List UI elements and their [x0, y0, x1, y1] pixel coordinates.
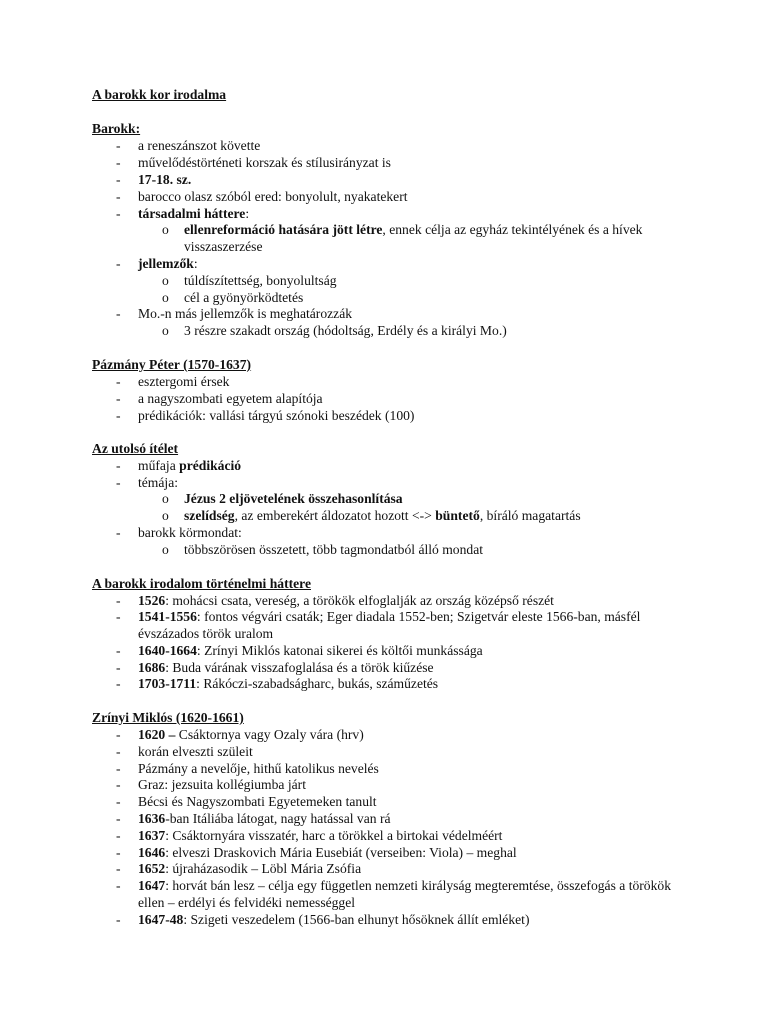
section-heading-pazmany: Pázmány Péter (1570-1637)	[92, 357, 252, 372]
page-title: A barokk kor irodalma	[92, 87, 227, 102]
section-heading-barokk: Barokk:	[92, 121, 141, 136]
section-heading-zrinyi: Zrínyi Miklós (1620-1661)	[92, 710, 244, 725]
section-heading-tortenelmi-hattere: A barokk irodalom történelmi háttere	[92, 576, 311, 591]
document-page: A barokk kor irodalma Barokk: - a reneszánszot követte - művelődéstörténeti korszak és stílusirányzat is - 17-18. sz. - barocco olasz szóból ered: bonyolult, nyakatekert - társadalmi háttere: o ellenreformáció hatására jött létre, ennek célja az egyház tekintélyének és a hívek visszaszerzése - jellemzők: o túldíszítettség, bonyolultság o cél a gyönyörködtetés - Mo.-n más jellemzők is meghatározzák o 3 részre szakadt ország (hódoltság, Erdély és a királyi Mo.) Pázmány Péter (1570-1637) - esztergomi érsek - a nagyszombati egyetem alapítója - prédikációk: vallási tárgyú szónoki beszédek (100) Az utolsó ítélet - műfaja prédikáció - témája: o Jézus 2 eljövetelének összehasonlítása o szelídség, az emberekért áldozatot hozott <-> büntető, bíráló magatartás - barokk körmondat: o többszörösen összetett, több tagmondatból álló mondat A barokk irodalom történelmi háttere - 1526: mohácsi csata, vereség, a törökök elfoglalják az ország középső részét - 1541-1556: fontos végvári csaták; Eger diadala 1552-ben; Szigetvár eleste 1566-ban, másfél évszázados török uralom - 1640-1664: Zrínyi Miklós katonai sikerei és költői munkássága - 1686: Buda várának visszafoglalása és a török kiűzése - 1703-1711: Rákóczi-szabadságharc, bukás, száműzetés Zrínyi Miklós (1620-1661) - 1620 – Csáktornya vagy Ozaly vára (hrv) - korán elveszti szüleit - Pázmány a nevelője, hithű katolikus nevelés - Graz: jezsuita kollégiumba járt - Bécsi és Nagyszombati Egyetemeken tanult - 1636-ban Itáliába látogat, nagy hatással van rá - 1637: Csáktornyára visszatér, harc a törökkel a birtokai védelméért - 1646: elveszi Draskovich Mária Eusebiát (verseiben: Viola) – meghal - 1652: újraházasodik – Löbl Mária Zsófia - 1647: horvát bán lesz – célja egy független nemzeti királyság megteremtése, összefogás a törökök ellen – erdélyi és felvidéki nemességgel - 1647-48: Szigeti veszedelem (1566-ban elhunyt hősöknek állít emléket)	[92, 87, 671, 927]
section-heading-itelet: Az utolsó ítélet	[92, 441, 179, 456]
